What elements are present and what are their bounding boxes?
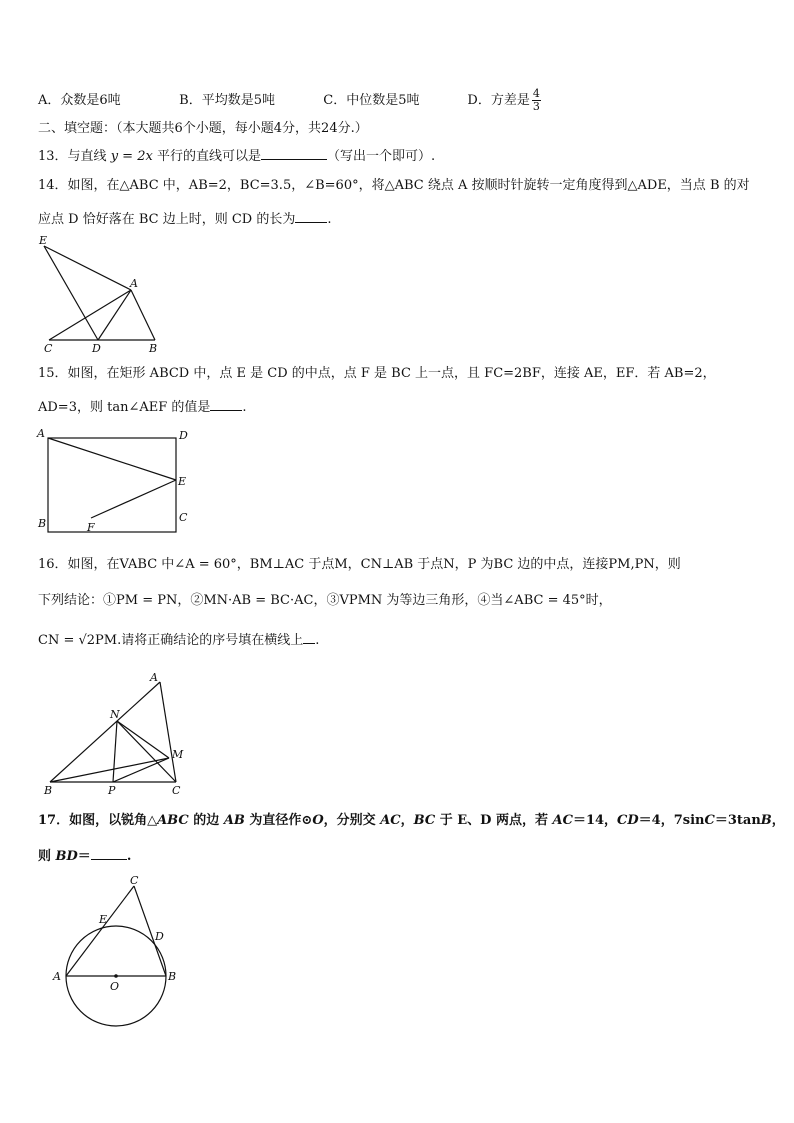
label-C: C bbox=[44, 342, 53, 355]
q17-math: B bbox=[760, 813, 772, 828]
option-c: C．中位数是5吨 bbox=[323, 93, 420, 108]
q17-text: ，分别交 bbox=[323, 813, 381, 828]
label-O: O bbox=[110, 980, 120, 993]
q17-text: 则 bbox=[38, 849, 56, 864]
label-M: M bbox=[172, 748, 184, 761]
label-B: B bbox=[149, 342, 158, 355]
label-E: E bbox=[178, 475, 187, 488]
option-b: B．平均数是5吨 bbox=[179, 93, 275, 108]
label-N: N bbox=[110, 708, 120, 721]
q15-period: . bbox=[242, 400, 247, 415]
q17-text: ＝ bbox=[77, 849, 91, 864]
answer-blank bbox=[303, 629, 315, 644]
question-17-line2 bbox=[38, 845, 131, 866]
label-B: B bbox=[44, 784, 53, 797]
q17-math: AB bbox=[223, 813, 245, 828]
label-E: E bbox=[39, 234, 48, 247]
q13-math: y = 2x bbox=[110, 149, 153, 164]
q17-text: 于 E、D 两点，若 bbox=[435, 813, 553, 828]
q16-text: .请将正确结论的序号填在横线上 bbox=[117, 633, 304, 648]
q17-math: AC bbox=[552, 813, 573, 828]
fraction bbox=[532, 88, 541, 113]
question-13 bbox=[38, 145, 435, 166]
q14-period: . bbox=[327, 212, 332, 227]
q14-figure bbox=[36, 232, 161, 357]
q17-math: C bbox=[704, 813, 715, 828]
q17-text: 17．如图，以锐角 bbox=[38, 813, 148, 828]
q16-figure bbox=[40, 670, 190, 800]
label-C: C bbox=[172, 784, 181, 797]
answer-blank bbox=[295, 208, 327, 223]
label-A: A bbox=[130, 277, 138, 290]
q17-text: ＝4，7sin bbox=[638, 813, 705, 828]
label-D: D bbox=[179, 429, 188, 442]
q17-period: . bbox=[126, 849, 132, 864]
q14-text: 应点 D 恰好落在 BC 边上时，则 CD 的长为 bbox=[38, 212, 296, 227]
q17-text: ＝3tan bbox=[714, 813, 761, 828]
answer-blank bbox=[210, 396, 242, 411]
section-heading: 二、填空题：（本大题共6个小题，每小题4分，共24分.） bbox=[38, 121, 368, 136]
option-d bbox=[467, 88, 540, 113]
label-B: B bbox=[38, 517, 47, 530]
question-17-line1 bbox=[38, 812, 785, 830]
option-d-label: D．方差是 bbox=[467, 93, 530, 108]
q13-suffix: （写出一个即可）. bbox=[326, 149, 436, 164]
question-14-line2 bbox=[38, 208, 331, 229]
answer-blank bbox=[261, 145, 327, 160]
q17-math: O bbox=[312, 813, 324, 828]
label-C: C bbox=[179, 511, 188, 524]
label-D: D bbox=[155, 930, 164, 943]
q16-math: CN = √2PM bbox=[38, 633, 118, 648]
q17-math: BC bbox=[413, 813, 436, 828]
label-B: B bbox=[168, 970, 177, 983]
q17-text: ， bbox=[771, 813, 785, 828]
q15-text: AD=3，则 tan∠AEF 的值是 bbox=[38, 400, 211, 415]
option-a: A．众数是6吨 bbox=[38, 93, 121, 108]
options-row bbox=[38, 88, 541, 113]
q13-text: 平行的直线可以是 bbox=[156, 149, 261, 164]
question-15-line1: 15．如图，在矩形 ABCD 中，点 E 是 CD 的中点，点 F 是 BC 上一点，且 FC=2BF，连接 AE，EF．若 AB=2， bbox=[38, 366, 716, 381]
q17-math: AC bbox=[380, 813, 401, 828]
question-14-line1: 14．如图，在△ABC 中，AB=2，BC=3.5，∠B=60°，将△ABC 绕点 A 按顺时针旋转一定角度得到△ADE，当点 B 的对 bbox=[38, 178, 750, 193]
question-16-line1: 16．如图，在VABC 中∠A = 60°，BM⊥AC 于点M，CN⊥AB 于点N，P 为BC 边的中点，连接PM,PN，则 bbox=[38, 557, 681, 572]
label-A: A bbox=[150, 671, 158, 684]
q13-prefix: 13．与直线 bbox=[38, 149, 107, 164]
label-E: E bbox=[99, 913, 108, 926]
q17-text: ， bbox=[400, 813, 414, 828]
label-A: A bbox=[53, 970, 61, 983]
q17-figure bbox=[48, 872, 188, 1032]
label-P: P bbox=[108, 784, 116, 797]
fraction-denominator: 3 bbox=[532, 100, 540, 113]
question-15-line2 bbox=[38, 396, 247, 417]
label-D: D bbox=[92, 342, 101, 355]
label-C: C bbox=[130, 874, 139, 887]
q16-period: . bbox=[315, 633, 320, 648]
q17-math: CD bbox=[617, 813, 639, 828]
q15-figure bbox=[34, 424, 199, 536]
q17-math: BD bbox=[55, 849, 78, 864]
q17-text: 为直径作⊙ bbox=[244, 813, 313, 828]
question-16-line3 bbox=[38, 629, 319, 650]
question-16-line2: 下列结论：①PM = PN，②MN·AB = BC·AC，③VPMN 为等边三角形，④当∠ABC = 45°时， bbox=[38, 593, 612, 608]
q17-math: △ABC bbox=[147, 813, 189, 828]
label-A: A bbox=[37, 427, 45, 440]
fraction-numerator: 4 bbox=[532, 87, 540, 100]
label-F: F bbox=[87, 521, 95, 534]
answer-blank bbox=[91, 845, 127, 860]
q17-text: 的边 bbox=[188, 813, 224, 828]
q17-text: ＝14， bbox=[572, 813, 618, 828]
